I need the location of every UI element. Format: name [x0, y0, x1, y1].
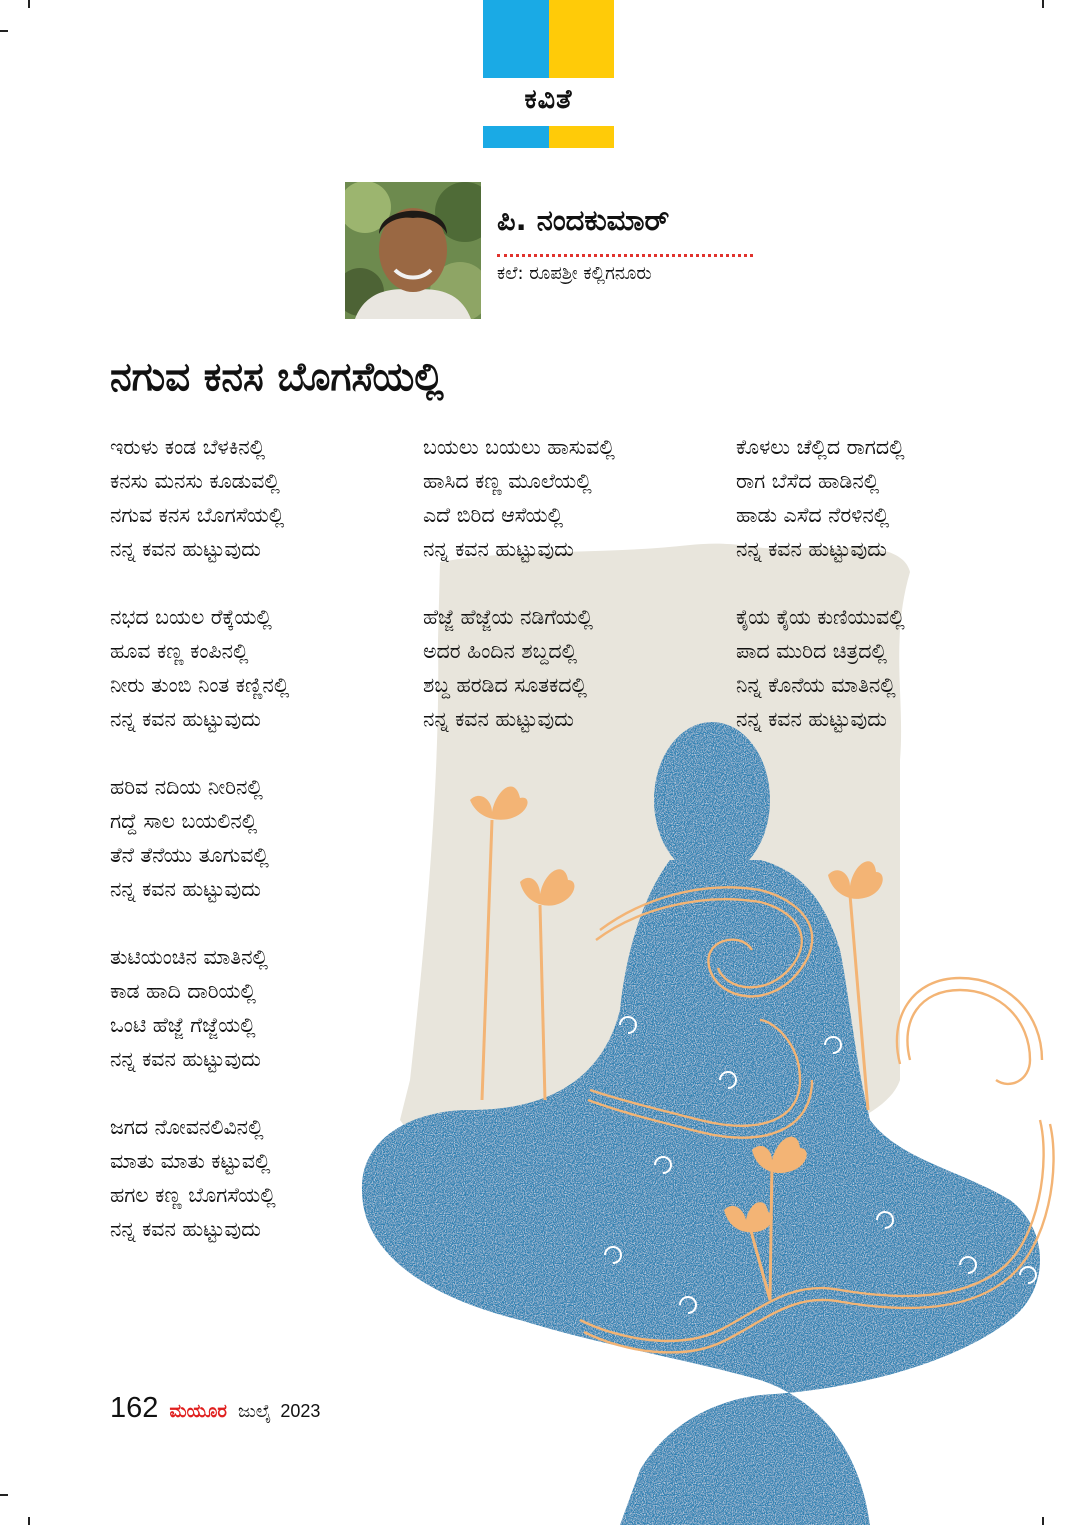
poem-line: ಇರುಳು ಕಂಡ ಬೆಳಕಿನಲ್ಲಿ [110, 435, 266, 459]
poem-line: ನನ್ನ ಕವನ ಹುಟ್ಟುವುದು [110, 1217, 261, 1241]
poem-line: ತುಟಿಯಂಚಿನ ಮಾತಿನಲ್ಲಿ [110, 945, 268, 969]
magazine-name: ಮಯೂರ [169, 1401, 227, 1422]
poem-line: ಕನಸು ಮನಸು ಕೂಡುವಲ್ಲಿ [110, 469, 280, 493]
poem-line: ನನ್ನ ಕವನ ಹುಟ್ಟುವುದು [736, 707, 887, 731]
stanza [423, 430, 615, 566]
poem-line: ನನ್ನ ಕವನ ಹುಟ್ಟುವುದು [423, 537, 574, 561]
issue-month: ಜುಲೈ [237, 1401, 272, 1422]
poem-line: ಹೆಜ್ಜೆ ಹೆಜ್ಜೆಯ ನಡಿಗೆಯಲ್ಲಿ [423, 605, 594, 629]
author-photo [345, 182, 481, 319]
poem-line: ಪಾದ ಮುರಿದ ಚಿತ್ರದಲ್ಲಿ [736, 639, 887, 663]
poem-line: ಗದ್ದೆ ಸಾಲ ಬಯಲಿನಲ್ಲಿ [110, 809, 258, 833]
stanza [423, 600, 593, 736]
dotted-divider [497, 254, 753, 257]
poem-line: ಕೊಳಲು ಚೆಲ್ಲಿದ ರಾಗದಲ್ಲಿ [736, 435, 905, 459]
poem-line: ಬಯಲು ಬಯಲು ಹಾಸುವಲ್ಲಿ [423, 435, 615, 459]
poem-line: ಕೈಯ ಕೈಯ ಕುಣಿಯುವಲ್ಲಿ [736, 605, 905, 629]
stanza [110, 770, 269, 906]
poem-line: ರಾಗ ಬೆಸೆದ ಹಾಡಿನಲ್ಲಿ [736, 469, 880, 493]
badge-color-strip [483, 126, 614, 148]
poem-line: ನನ್ನ ಕವನ ಹುಟ್ಟುವುದು [110, 537, 261, 561]
stanza [110, 600, 289, 736]
poem-line: ನನ್ನ ಕವನ ಹುಟ್ಟುವುದು [110, 707, 261, 731]
poem-line: ಹೂವ ಕಣ್ಣ ಕಂಪಿನಲ್ಲಿ [110, 639, 249, 663]
poem-line: ಹಾಸಿದ ಕಣ್ಣ ಮೂಲೆಯಲ್ಲಿ [423, 469, 592, 493]
section-label: ಕವಿತೆ [524, 84, 573, 115]
issue-year: 2023 [280, 1401, 321, 1421]
poem-line: ನಭದ ಬಯಲ ರೆಕ್ಕೆಯಲ್ಲಿ [110, 605, 272, 629]
art-credit: ಕಲೆ: ರೂಪಶ್ರೀ ಕಲ್ಲಿಗನೂರು [497, 263, 652, 284]
poem-line: ಒಂಟಿ ಹೆಜ್ಜೆ ಗೆಜ್ಜೆಯಲ್ಲಿ [110, 1013, 256, 1037]
poem-line: ನನ್ನ ಕವನ ಹುಟ್ಟುವುದು [110, 877, 261, 901]
stanza [110, 1110, 276, 1246]
poem-line: ಎದೆ ಬಿರಿದ ಆಸೆಯಲ್ಲಿ [423, 503, 564, 527]
poem-line: ಹಾಡು ಎಸೆದ ನೆರಳಿನಲ್ಲಿ [736, 503, 890, 527]
poem-line: ತೆನೆ ತೆನೆಯು ತೂಗುವಲ್ಲಿ [110, 843, 269, 867]
poem-line: ನನ್ನ ಕವನ ಹುಟ್ಟುವುದು [736, 537, 887, 561]
poem-line: ಹರಿವ ನದಿಯ ನೀರಿನಲ್ಲಿ [110, 775, 263, 799]
poem-line: ಜಗದ ನೋವನಲಿವಿನಲ್ಲಿ [110, 1115, 264, 1139]
section-badge [483, 0, 614, 148]
badge-color-block [483, 0, 614, 78]
poem-line: ಅದರ ಹಿಂದಿನ ಶಬ್ದದಲ್ಲಿ [423, 639, 578, 663]
poem-line: ಶಬ್ದ ಹರಡಿದ ಸೂತಕದಲ್ಲಿ [423, 673, 588, 697]
poem-line: ಹಗಲ ಕಣ್ಣ ಬೊಗಸೆಯಲ್ಲಿ [110, 1183, 276, 1207]
poem-line: ಮಾತು ಮಾತು ಕಟ್ಟುವಲ್ಲಿ [110, 1149, 271, 1173]
poem-line: ನಿನ್ನ ಕೊನೆಯ ಮಾತಿನಲ್ಲಿ [736, 673, 896, 697]
stanza [110, 940, 268, 1076]
stanza [736, 430, 905, 566]
poem-title: ನಗುವ ಕನಸ ಬೊಗಸೆಯಲ್ಲಿ [110, 355, 444, 400]
poem-line: ಕಾಡ ಹಾದಿ ದಾರಿಯಲ್ಲಿ [110, 979, 256, 1003]
author-name: ಪಿ. ನಂದಕುಮಾರ್ [497, 203, 670, 237]
poem-line: ನನ್ನ ಕವನ ಹುಟ್ಟುವುದು [110, 1047, 261, 1071]
page-number: 162 [110, 1392, 159, 1424]
stanza [110, 430, 284, 566]
poem-line: ನನ್ನ ಕವನ ಹುಟ್ಟುವುದು [423, 707, 574, 731]
stanza [736, 600, 905, 736]
poem-line: ನಗುವ ಕನಸ ಬೊಗಸೆಯಲ್ಲಿ [110, 503, 285, 527]
poem-line: ನೀರು ತುಂಬಿ ನಿಂತ ಕಣ್ಣಿನಲ್ಲಿ [110, 673, 290, 697]
page-footer [110, 1392, 320, 1425]
